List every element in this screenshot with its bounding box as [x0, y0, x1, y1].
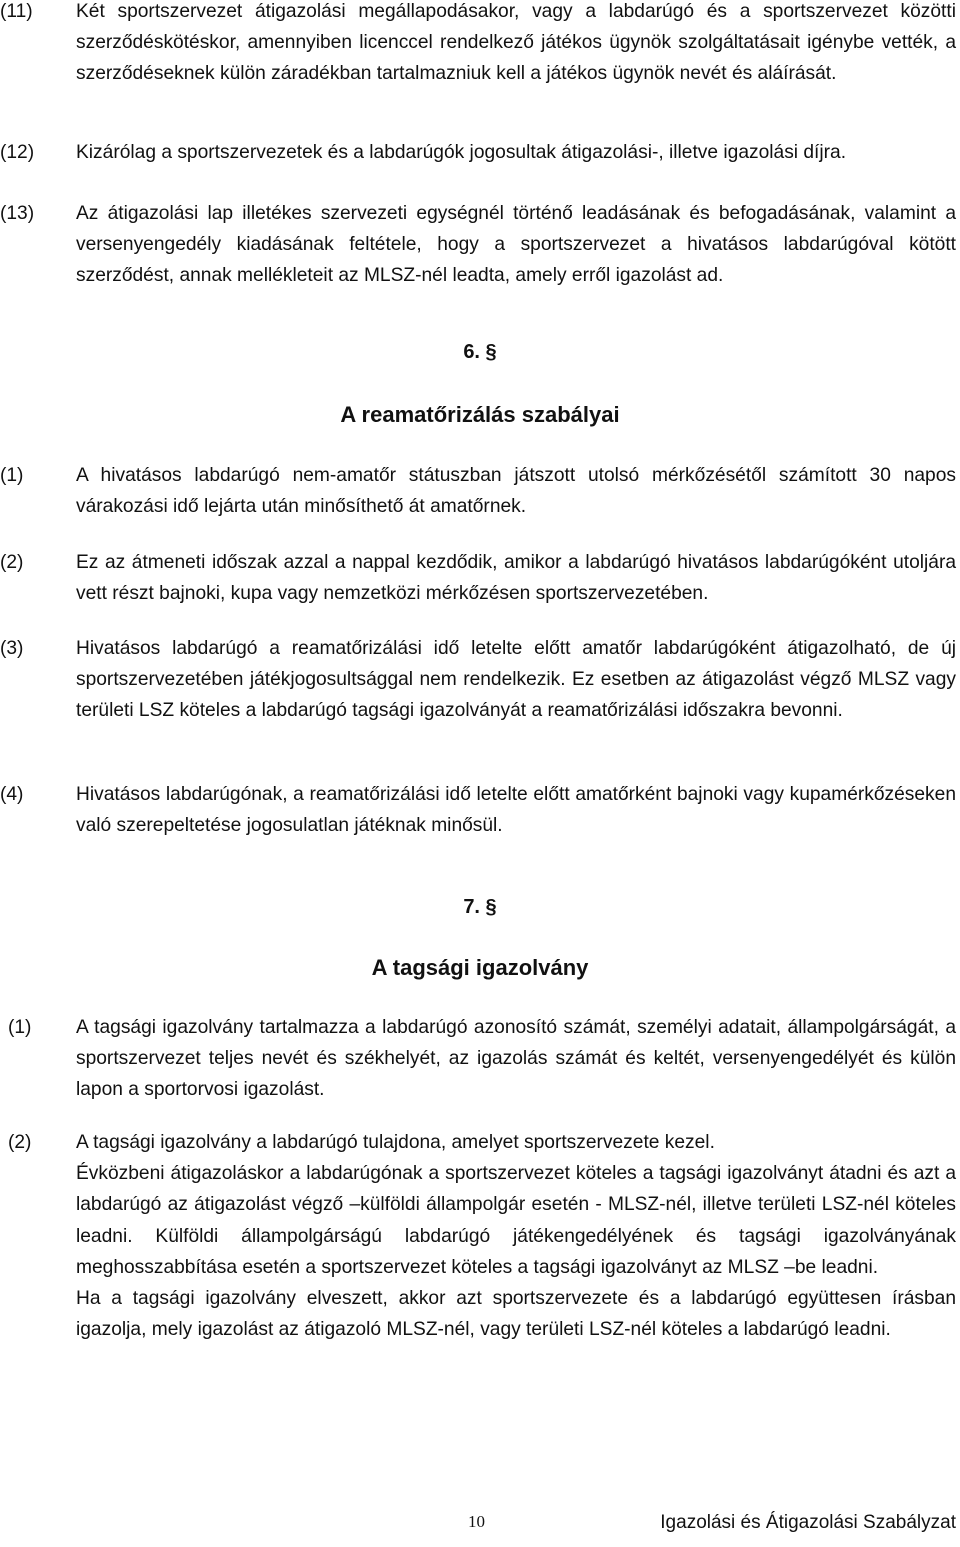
paragraph-text: Hivatásos labdarúgónak, a reamatőrizálási idő letelte előtt amatőrként bajnoki vagy kupamérkőzéseken való szerepeltetése jogosulatlan játéknak minősül. [76, 784, 956, 837]
paragraph-11 [0, 0, 956, 90]
paragraph-number: (1) [8, 1017, 32, 1038]
section-6-paragraph-2 [0, 547, 956, 609]
paragraph-number: (3) [0, 638, 24, 659]
paragraph-text-line-2: Évközbeni átigazoláskor a labdarúgónak a sportszervezet köteles a tagsági igazolványt átadni és azt a labdarúgó az átigazolást végző –külföldi állampolgár esetén - MLSZ-nél, illetve területi LSZ-nél köteles leadni. Külföldi állampolgárságú labdarúgó játékengedélyének és tagsági igazolványának meghosszabbítása esetén a sportszervezet köteles a tagsági igazolványt az MLSZ –be leadni. [76, 1163, 956, 1278]
footer-title: Igazolási és Átigazolási Szabályzat [660, 1512, 956, 1533]
page-number: 10 [468, 1512, 485, 1531]
section-6-paragraph-3 [0, 633, 956, 727]
section-7-title: A tagsági igazolvány [371, 955, 589, 980]
paragraph-number: (11) [0, 1, 33, 22]
paragraph-number: (4) [0, 784, 24, 805]
paragraph-12 [0, 137, 956, 168]
paragraph-text: Ez az átmeneti időszak azzal a nappal kezdődik, amikor a labdarúgó hivatásos labdarúgóként utoljára vett részt bajnoki, kupa vagy nemzetközi mérkőzésen sportszervezetében. [76, 552, 956, 605]
section-7-paragraph-2 [0, 1127, 956, 1345]
section-6-number: 6. § [463, 341, 497, 363]
paragraph-text: A hivatásos labdarúgó nem-amatőr státuszban játszott utolsó mérkőzésétől számított 30 napos várakozási idő lejárta után minősíthető át amatőrnek. [76, 465, 956, 518]
paragraph-text: Hivatásos labdarúgó a reamatőrizálási idő letelte előtt amatőr labdarúgóként átigazolható, de új sportszervezetében játékjogosultsággal nem rendelkezik. Ez esetben az átigazolást végző MLSZ vagy területi LSZ köteles a labdarúgó tagsági igazolványát a reamatőrizálási időszakra bevonni. [76, 638, 956, 722]
paragraph-number: (2) [8, 1132, 32, 1153]
section-6-paragraph-4 [0, 779, 956, 841]
section-6-title: A reamatőrizálás szabályai [340, 402, 620, 427]
paragraph-13 [0, 198, 956, 292]
paragraph-text-line-1: A tagsági igazolvány a labdarúgó tulajdona, amelyet sportszervezete kezel. [76, 1132, 715, 1153]
paragraph-text: Az átigazolási lap illetékes szervezeti egységnél történő leadásának és befogadásának, valamint a versenyengedély kiadásának feltétele, hogy a sportszervezet a hivatásos labdarúgóval kötött szerződést, annak mellékleteit az MLSZ-nél leadta, amely erről igazolást ad. [76, 203, 956, 287]
paragraph-text: Kizárólag a sportszervezetek és a labdarúgók jogosultak átigazolási-, illetve igazolási díjra. [76, 142, 847, 163]
section-6-paragraph-1 [0, 460, 956, 522]
paragraph-text: Két sportszervezet átigazolási megállapodásakor, vagy a labdarúgó és a sportszervezet közötti szerződéskötéskor, amennyiben licenccel rendelkező játékos ügynök szolgáltatásait igénybe vették, a szerződéseknek külön záradékban tartalmazniuk kell a játékos ügynök nevét és aláírását. [76, 1, 956, 85]
paragraph-number: (1) [0, 465, 24, 486]
paragraph-number: (13) [0, 203, 35, 224]
section-7-paragraph-1 [0, 1012, 956, 1106]
section-7-number: 7. § [463, 896, 497, 918]
paragraph-number: (12) [0, 142, 35, 163]
paragraph-text-line-3: Ha a tagsági igazolvány elveszett, akkor azt sportszervezete és a labdarúgó együttesen írásban igazolja, mely igazolást az átigazoló MLSZ-nél, vagy területi LSZ-nél köteles a labdarúgó leadni. [76, 1288, 956, 1341]
paragraph-number: (2) [0, 552, 24, 573]
paragraph-text: A tagsági igazolvány tartalmazza a labdarúgó azonosító számát, személyi adatait, állampolgárságát, a sportszervezet teljes nevét és székhelyét, az igazolás számát és keltét, versenyengedélyét és külön lapon a sportorvosi igazolást. [76, 1017, 956, 1101]
